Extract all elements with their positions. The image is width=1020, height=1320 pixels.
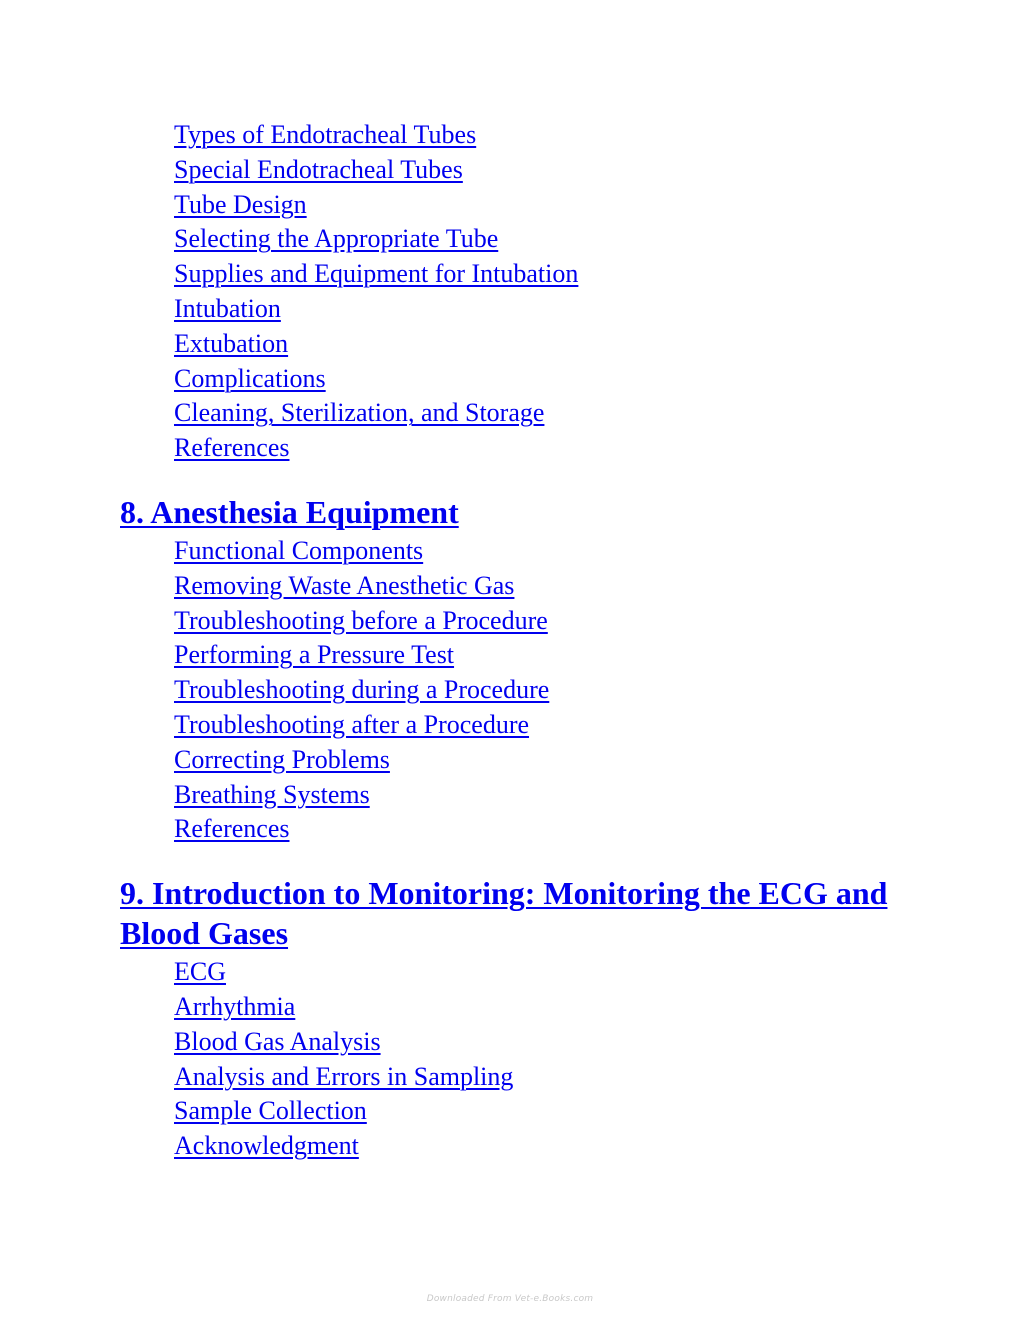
toc-link-troubleshooting-before[interactable]: Troubleshooting before a Procedure [174, 605, 548, 635]
toc-item [174, 118, 910, 153]
toc-link-correcting-problems[interactable]: Correcting Problems [174, 744, 390, 774]
toc-item [174, 257, 910, 292]
toc-item [174, 673, 910, 708]
toc-item [174, 1094, 910, 1129]
toc-link-references-ch7[interactable]: References [174, 433, 290, 463]
chapter-8-link[interactable]: 8. Anesthesia Equipment [120, 493, 459, 530]
toc-item [174, 534, 910, 569]
toc-link-removing-waste-gas[interactable]: Removing Waste Anesthetic Gas [174, 570, 515, 600]
toc-item [174, 778, 910, 813]
toc-item [174, 1025, 910, 1060]
table-of-contents [120, 118, 910, 1164]
toc-link-sample-collection[interactable]: Sample Collection [174, 1096, 367, 1126]
toc-link-functional-components[interactable]: Functional Components [174, 535, 424, 565]
toc-item [174, 743, 910, 778]
toc-link-arrhythmia[interactable]: Arrhythmia [174, 991, 296, 1021]
toc-link-supplies-equipment[interactable]: Supplies and Equipment for Intubation [174, 259, 579, 289]
toc-link-blood-gas-analysis[interactable]: Blood Gas Analysis [174, 1026, 381, 1056]
toc-item [174, 604, 910, 639]
chapter-7-subsections [120, 118, 910, 466]
toc-link-pressure-test[interactable]: Performing a Pressure Test [174, 640, 455, 670]
toc-link-tube-design[interactable]: Tube Design [174, 189, 307, 219]
toc-item [174, 1060, 910, 1095]
toc-item [174, 327, 910, 362]
toc-link-breathing-systems[interactable]: Breathing Systems [174, 779, 370, 809]
toc-item [174, 990, 910, 1025]
toc-link-extubation[interactable]: Extubation [174, 328, 289, 358]
download-watermark: Downloaded From Vet-e.Books.com [426, 1294, 594, 1304]
toc-link-troubleshooting-during[interactable]: Troubleshooting during a Procedure [174, 675, 550, 705]
toc-link-special-endotracheal-tubes[interactable]: Special Endotracheal Tubes [174, 154, 463, 184]
toc-item [174, 638, 910, 673]
toc-link-acknowledgment[interactable]: Acknowledgment [174, 1131, 359, 1161]
toc-item [174, 708, 910, 743]
toc-item [174, 396, 910, 431]
chapter-9-subsections [120, 955, 910, 1164]
toc-link-intubation[interactable]: Intubation [174, 293, 281, 323]
toc-link-troubleshooting-after[interactable]: Troubleshooting after a Procedure [174, 709, 530, 739]
toc-item [174, 188, 910, 223]
toc-link-complications[interactable]: Complications [174, 363, 326, 393]
toc-item [174, 1129, 910, 1164]
toc-link-references-ch8[interactable]: References [174, 814, 290, 844]
chapter-8-heading [120, 492, 910, 532]
chapter-9-link[interactable]: 9. Introduction to Monitoring: Monitoring the ECG and Blood Gases [120, 875, 888, 952]
toc-link-analysis-errors-sampling[interactable]: Analysis and Errors in Sampling [174, 1061, 514, 1091]
toc-link-cleaning-sterilization[interactable]: Cleaning, Sterilization, and Storage [174, 398, 545, 428]
chapter-9-heading [120, 873, 910, 953]
toc-item [174, 955, 910, 990]
toc-item [174, 153, 910, 188]
toc-item [174, 569, 910, 604]
chapter-8-subsections [120, 534, 910, 847]
toc-item [174, 431, 910, 466]
toc-link-selecting-tube[interactable]: Selecting the Appropriate Tube [174, 224, 499, 254]
toc-link-ecg[interactable]: ECG [174, 957, 226, 987]
toc-item [174, 362, 910, 397]
toc-link-types-of-endotracheal-tubes[interactable]: Types of Endotracheal Tubes [174, 120, 477, 149]
toc-item [174, 292, 910, 327]
toc-item [174, 812, 910, 847]
toc-item [174, 222, 910, 257]
